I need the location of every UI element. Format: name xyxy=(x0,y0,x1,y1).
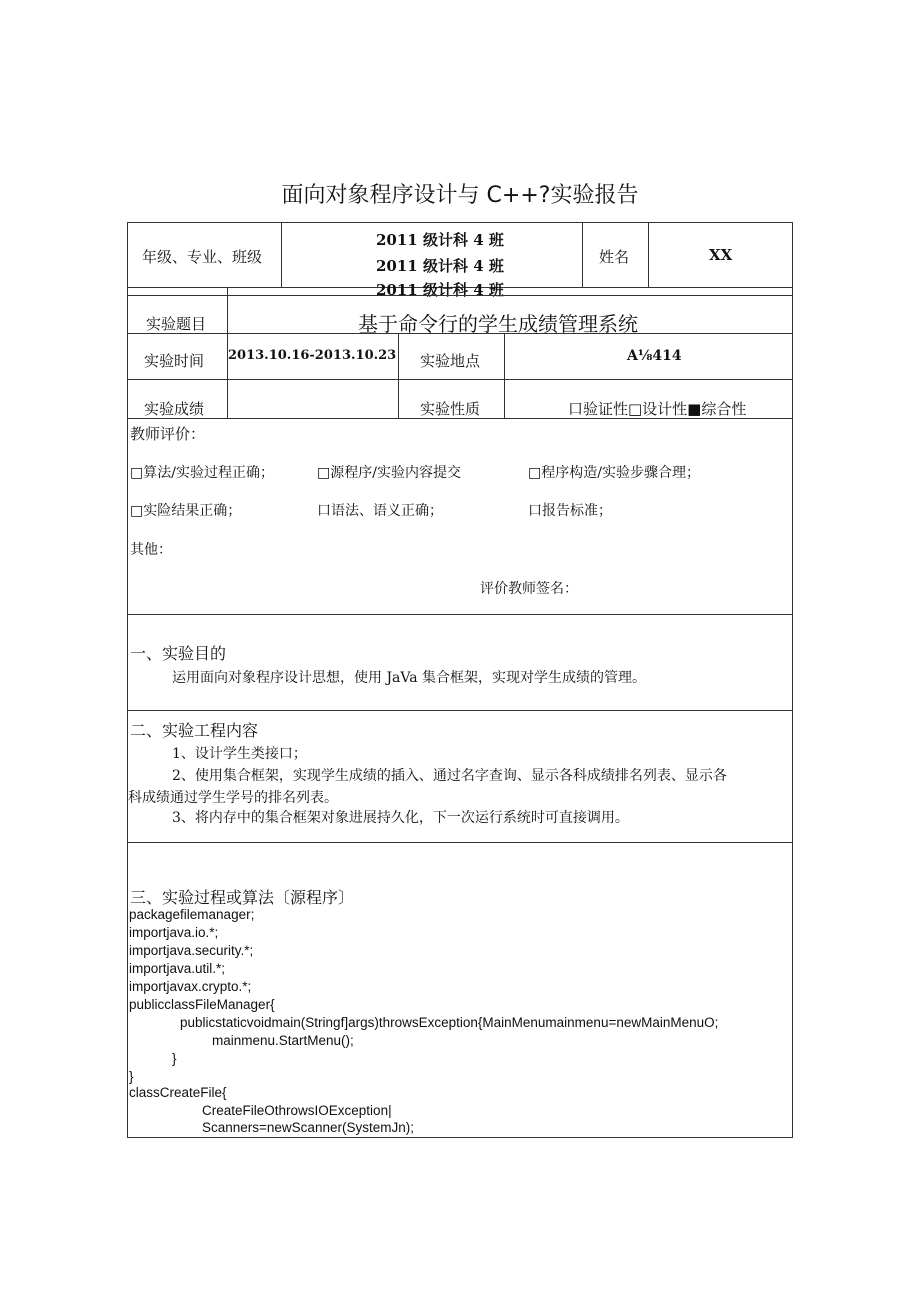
section1-heading: 一、实验目的 xyxy=(130,644,227,663)
section2-item: 科成绩通过学生学号的排名列表。 xyxy=(128,790,338,806)
code-line: importjava.util.*; xyxy=(129,961,226,976)
code-line: publicstaticvoidmain(Stringf]args)throwsException{MainMenumainmenu=newMainMenuO; xyxy=(180,1015,719,1030)
report-title: 面向对象程序设计与 C++?实验报告 xyxy=(281,183,639,208)
section3-heading: 三、实验过程或算法〔源程序〕 xyxy=(130,888,355,907)
time-label: 实验时间 xyxy=(144,352,205,370)
class-values xyxy=(282,224,582,299)
code-line: Scanners=newScanner(SystemJn); xyxy=(202,1120,414,1135)
code-line: CreateFileOthrowsIOException| xyxy=(202,1103,392,1118)
code-line: packagefilemanager; xyxy=(129,907,255,922)
class-value-2: 2011 级计科 4 班 xyxy=(376,257,504,275)
score-label: 实验成绩 xyxy=(144,400,205,418)
code-line: } xyxy=(172,1051,177,1066)
code-line: importjava.io.*; xyxy=(129,925,219,940)
nature-label: 实验性质 xyxy=(420,400,481,418)
criterion-result: □实险结果正确； xyxy=(130,503,242,519)
topic-value: 基于命令行的学生成绩管理系统 xyxy=(358,312,638,336)
evaluation-heading: 教师评价： xyxy=(130,425,206,443)
grade-label: 年级、专业、班级 xyxy=(142,248,263,266)
topic-label: 实验题目 xyxy=(146,315,207,333)
criterion-source: □源程序/实验内容提交 xyxy=(317,465,461,481)
criterion-algorithm: □算法/实验过程正确； xyxy=(130,465,274,481)
section2-item: 1、设计学生类接口； xyxy=(172,746,307,762)
name-label: 姓名 xyxy=(599,248,630,266)
class-value-3: 2011 级计科 4 班 xyxy=(376,281,504,299)
section2-item: 3、将内存中的集合框架对象进展持久化，下一次运行系统时可直接调用。 xyxy=(172,810,629,826)
code-line: publicclassFileManager{ xyxy=(129,997,275,1012)
other-label: 其他： xyxy=(130,542,172,558)
code-line: importjavax.crypto.*; xyxy=(129,979,252,994)
section2-heading: 二、实验工程内容 xyxy=(130,721,259,740)
location-value: A⅛414 xyxy=(627,348,682,364)
criterion-syntax: 口语法、语义正确； xyxy=(317,503,443,519)
class-value-1: 2011 级计科 4 班 xyxy=(376,231,504,249)
code-line: classCreateFile{ xyxy=(129,1085,227,1100)
code-line: importjava.security.*; xyxy=(129,943,254,958)
criterion-report: 口报告标准； xyxy=(528,503,612,519)
time-value: 2013.10.16-2013.10.23 xyxy=(228,348,397,363)
criterion-structure: □程序构造/实验步骤合理； xyxy=(528,465,700,481)
location-label: 实验地点 xyxy=(420,352,481,370)
code-line: } xyxy=(129,1069,134,1084)
name-value: XX xyxy=(709,246,733,264)
section1-text: 运用面向对象程序设计思想，使用 JaVa 集合框架，实现对学生成绩的管理。 xyxy=(172,670,647,686)
section2-item: 2、使用集合框架，实现学生成绩的插入、通过名字查询、显示各科成绩排名列表、显示各 xyxy=(172,768,727,784)
signature-label: 评价教师签名： xyxy=(480,581,578,597)
nature-value: 口验证性□设计性■综合性 xyxy=(568,400,747,418)
code-line: mainmenu.StartMenu(); xyxy=(212,1033,354,1048)
